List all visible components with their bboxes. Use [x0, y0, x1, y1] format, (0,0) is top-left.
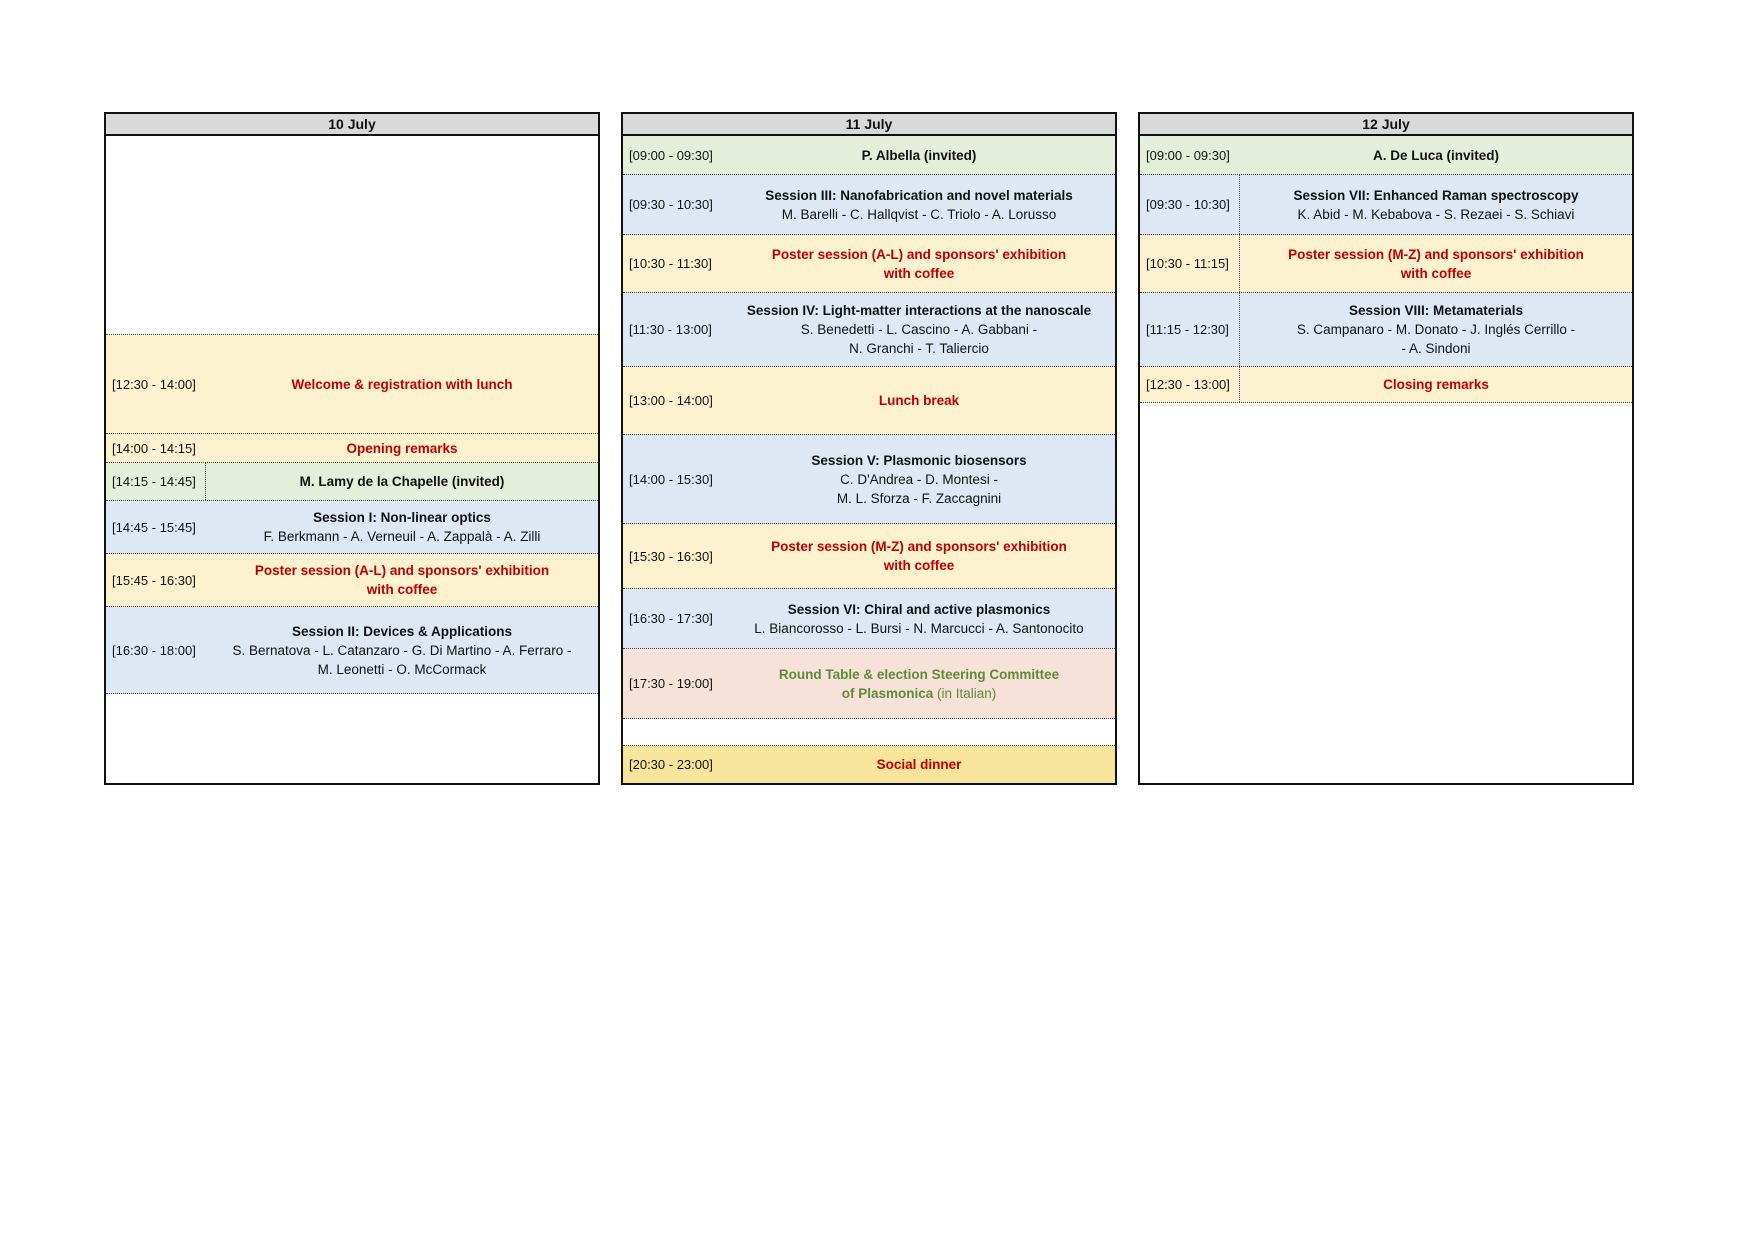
slot-session-ii [106, 607, 598, 694]
slot-title: Session VIII: Metamaterials [1348, 303, 1524, 318]
slot-time: [14:15 - 14:45] [106, 463, 206, 500]
slot-time: [20:30 - 23:00] [629, 757, 713, 772]
slot-speakers: F. Berkmann - A. Verneuil - A. Zappalà - A. Zilli [263, 529, 541, 544]
empty-evening-gap [623, 719, 1115, 746]
slot-time: [12:30 - 13:00] [1140, 367, 1240, 402]
slot-speakers-line2: - A. Sindoni [1401, 341, 1471, 356]
slot-title: Session II: Devices & Applications [291, 623, 513, 639]
slot-time: [14:45 - 15:45] [112, 519, 196, 535]
slot-title: Poster session (M-Z) and sponsors' exhibition [771, 539, 1067, 554]
slot-time: [17:30 - 19:00] [629, 676, 713, 691]
slot-title: Poster session (M-Z) and sponsors' exhibition [1288, 246, 1584, 262]
slot-time: [15:30 - 16:30] [629, 548, 713, 564]
slot-title: Round Table & election Steering Committee [778, 666, 1060, 682]
slot-session-vi [623, 589, 1115, 649]
slot-poster-session [1140, 235, 1632, 293]
slot-poster-session-2 [623, 524, 1115, 589]
slot-session-i [106, 501, 598, 554]
slot-time: [11:15 - 12:30] [1140, 293, 1240, 366]
slot-speakers: K. Abid - M. Kebabova - S. Rezaei - S. Schiavi [1297, 206, 1575, 222]
slot-title-line2 [729, 684, 1109, 703]
slot-time: [16:30 - 17:30] [629, 611, 713, 626]
day-header: 11 July [623, 114, 1115, 136]
slot-round-table [623, 649, 1115, 719]
slot-time: [09:30 - 10:30] [629, 197, 713, 212]
slot-time: [09:30 - 10:30] [1140, 175, 1240, 234]
slot-speakers-line2: N. Granchi - T. Taliercio [849, 341, 989, 356]
slot-title: Session IV: Light-matter interactions at the nanoscale [746, 303, 1092, 318]
slot-speakers-line2: M. Leonetti - O. McCormack [317, 661, 487, 677]
slot-title: Welcome & registration with lunch [291, 376, 513, 392]
slot-invited-talk [1140, 136, 1632, 175]
slot-speakers: C. D'Andrea - D. Montesi - [840, 471, 998, 487]
slot-time: [12:30 - 14:00] [112, 376, 196, 392]
slot-session-vii [1140, 175, 1632, 235]
slot-session-v [623, 435, 1115, 524]
slot-poster-session [106, 554, 598, 607]
slot-title: Poster session (A-L) and sponsors' exhibition [254, 563, 550, 578]
slot-time: [10:30 - 11:30] [629, 256, 712, 271]
slot-closing-remarks [1140, 367, 1632, 403]
slot-speakers: S. Campanaro - M. Donato - J. Inglés Cerrillo - [1296, 322, 1576, 337]
slot-title: Poster session (A-L) and sponsors' exhibition [771, 246, 1067, 262]
slot-time: [10:30 - 11:15] [1140, 235, 1240, 292]
slot-title-suffix: (in Italian) [933, 685, 997, 701]
empty-morning [106, 136, 598, 335]
slot-speakers-line2: M. L. Sforza - F. Zaccagnini [836, 490, 1002, 506]
day-column-12-july [1138, 112, 1634, 785]
slot-invited-talk [106, 463, 598, 501]
slot-time: [09:00 - 09:30] [1146, 147, 1230, 163]
slot-title: Lunch break [878, 393, 960, 408]
slot-title: Session I: Non-linear optics [313, 510, 491, 525]
slot-social-dinner [623, 746, 1115, 783]
slot-title: P. Albella (invited) [861, 147, 977, 163]
slot-title: Closing remarks [1383, 377, 1489, 392]
slot-title: Session VII: Enhanced Raman spectroscopy [1293, 187, 1579, 203]
slot-lunch-break [623, 367, 1115, 435]
slot-title: Session III: Nanofabrication and novel materials [765, 187, 1073, 203]
day-column-11-july [621, 112, 1117, 785]
slot-welcome [106, 335, 598, 434]
slot-time: [14:00 - 15:30] [629, 471, 713, 487]
slot-session-viii [1140, 293, 1632, 367]
slot-session-iii [623, 175, 1115, 235]
slot-time: [15:45 - 16:30] [112, 572, 196, 588]
slot-time: [13:00 - 14:00] [629, 393, 713, 408]
slot-session-iv [623, 293, 1115, 367]
slot-title-line2: with coffee [883, 558, 955, 573]
slot-title: Social dinner [876, 757, 962, 772]
slot-title: A. De Luca (invited) [1372, 147, 1499, 163]
day-header: 10 July [106, 114, 598, 136]
slot-time: [14:00 - 14:15] [112, 440, 196, 456]
slot-poster-session [623, 235, 1115, 293]
slot-title-line2: with coffee [1400, 265, 1472, 281]
slot-speakers: M. Barelli - C. Hallqvist - C. Triolo - A. Lorusso [781, 206, 1057, 222]
slot-title: Opening remarks [346, 440, 458, 456]
slot-time: [11:30 - 13:00] [629, 322, 712, 337]
slot-speakers: S. Bernatova - L. Catanzaro - G. Di Martino - A. Ferraro - [232, 642, 572, 658]
slot-speakers: L. Biancorosso - L. Bursi - N. Marcucci - A. Santonocito [754, 620, 1084, 636]
slot-speakers: S. Benedetti - L. Cascino - A. Gabbani - [800, 322, 1038, 337]
slot-title-line2-main: of Plasmonica [841, 685, 934, 701]
slot-time: [16:30 - 18:00] [112, 642, 196, 658]
slot-invited-talk [623, 136, 1115, 175]
slot-opening-remarks [106, 434, 598, 463]
day-column-10-july [104, 112, 600, 785]
slot-title: M. Lamy de la Chapelle (invited) [299, 474, 505, 489]
slot-time: [09:00 - 09:30] [629, 147, 713, 163]
slot-title-line2: with coffee [883, 265, 955, 281]
slot-title: Session VI: Chiral and active plasmonics [787, 601, 1051, 617]
day-header: 12 July [1140, 114, 1632, 136]
slot-title: Session V: Plasmonic biosensors [811, 452, 1027, 468]
slot-title-line2: with coffee [366, 582, 438, 597]
